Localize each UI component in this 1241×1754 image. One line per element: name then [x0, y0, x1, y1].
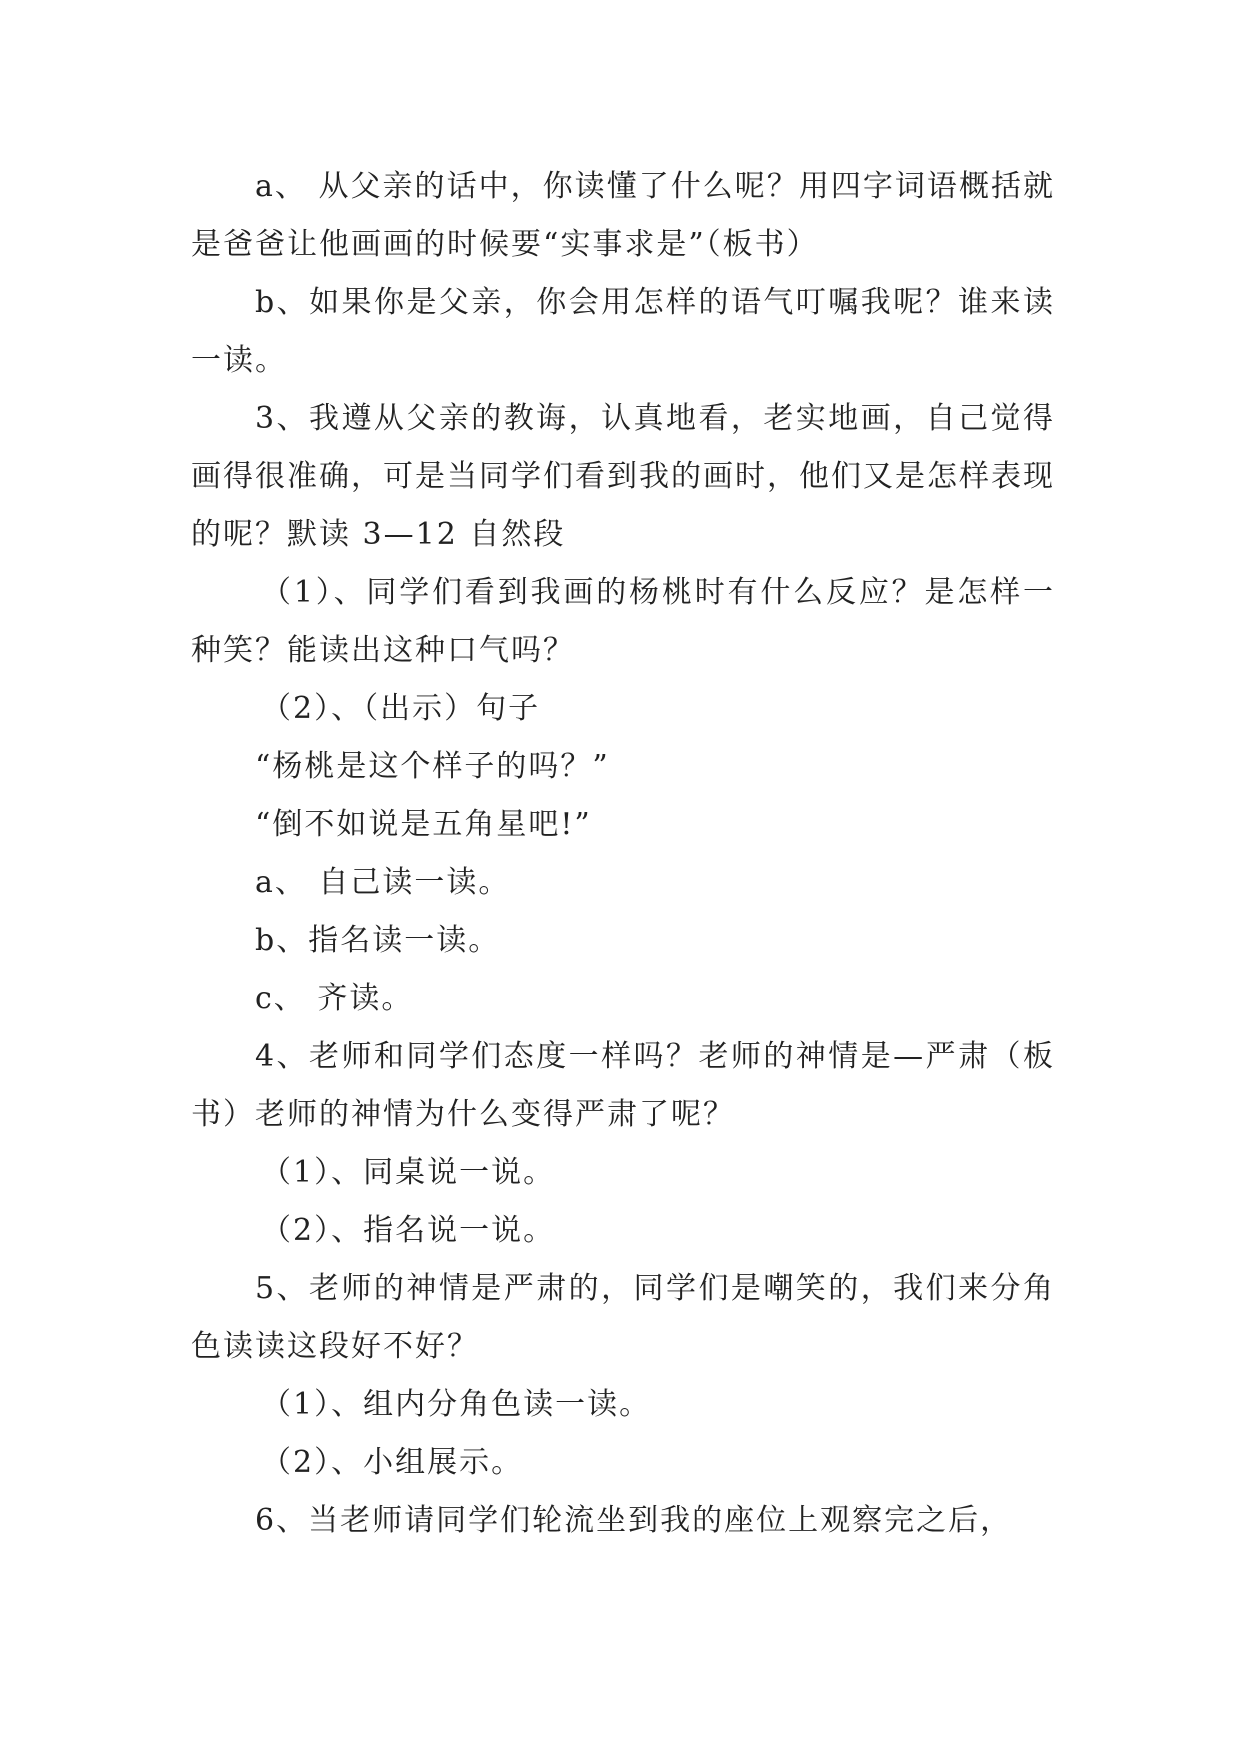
paragraph-b-read-named: b、指名读一读。	[255, 923, 501, 958]
paragraph-6-observe: 6、当老师请同学们轮流坐到我的座位上观察完之后，	[255, 1503, 1013, 1538]
quote-starfruit: “杨桃是这个样子的吗？”	[255, 749, 610, 784]
paragraph-a-father-words: a、 从父亲的话中，你读懂了什么呢？用四字词语概括就是爸爸让他画画的时候要“实事求是”（板书）	[191, 169, 1055, 262]
paragraph-4-2-named: （2）、指名说一说。	[261, 1213, 556, 1248]
paragraph-a-read-self: a、 自己读一读。	[255, 865, 511, 900]
paragraph-4-teacher-attitude: 4、老师和同学们态度一样吗？老师的神情是—严肃（板书）老师的神情为什么变得严肃了呢？	[191, 1039, 1055, 1132]
paragraph-3-classmates-reaction: 3、我遵从父亲的教诲，认真地看，老实地画，自己觉得画得很准确，可是当同学们看到我的画时，他们又是怎样表现的呢？默读 3—12 自然段	[191, 401, 1055, 552]
paragraph-3-2-show-sentence: （2）、（出示）句子	[261, 691, 541, 726]
paragraph-5-2-show: （2）、小组展示。	[261, 1445, 524, 1480]
paragraph-5-1-group: （1）、组内分角色读一读。	[261, 1387, 652, 1422]
document-body	[191, 158, 1055, 1550]
paragraph-3-1-laugh: （1）、同学们看到我画的杨桃时有什么反应？是怎样一种笑？能读出这种口气吗？	[191, 575, 1055, 668]
paragraph-5-role-reading: 5、老师的神情是严肃的，同学们是嘲笑的，我们来分角色读读这段好不好？	[191, 1271, 1055, 1364]
quote-five-pointed-star: “倒不如说是五角星吧!”	[255, 807, 592, 842]
paragraph-b-tone: b、如果你是父亲，你会用怎样的语气叮嘱我呢？谁来读一读。	[191, 285, 1055, 378]
paragraph-c-read-together: c、 齐读。	[255, 981, 414, 1016]
paragraph-4-1-deskmate: （1）、同桌说一说。	[261, 1155, 556, 1190]
